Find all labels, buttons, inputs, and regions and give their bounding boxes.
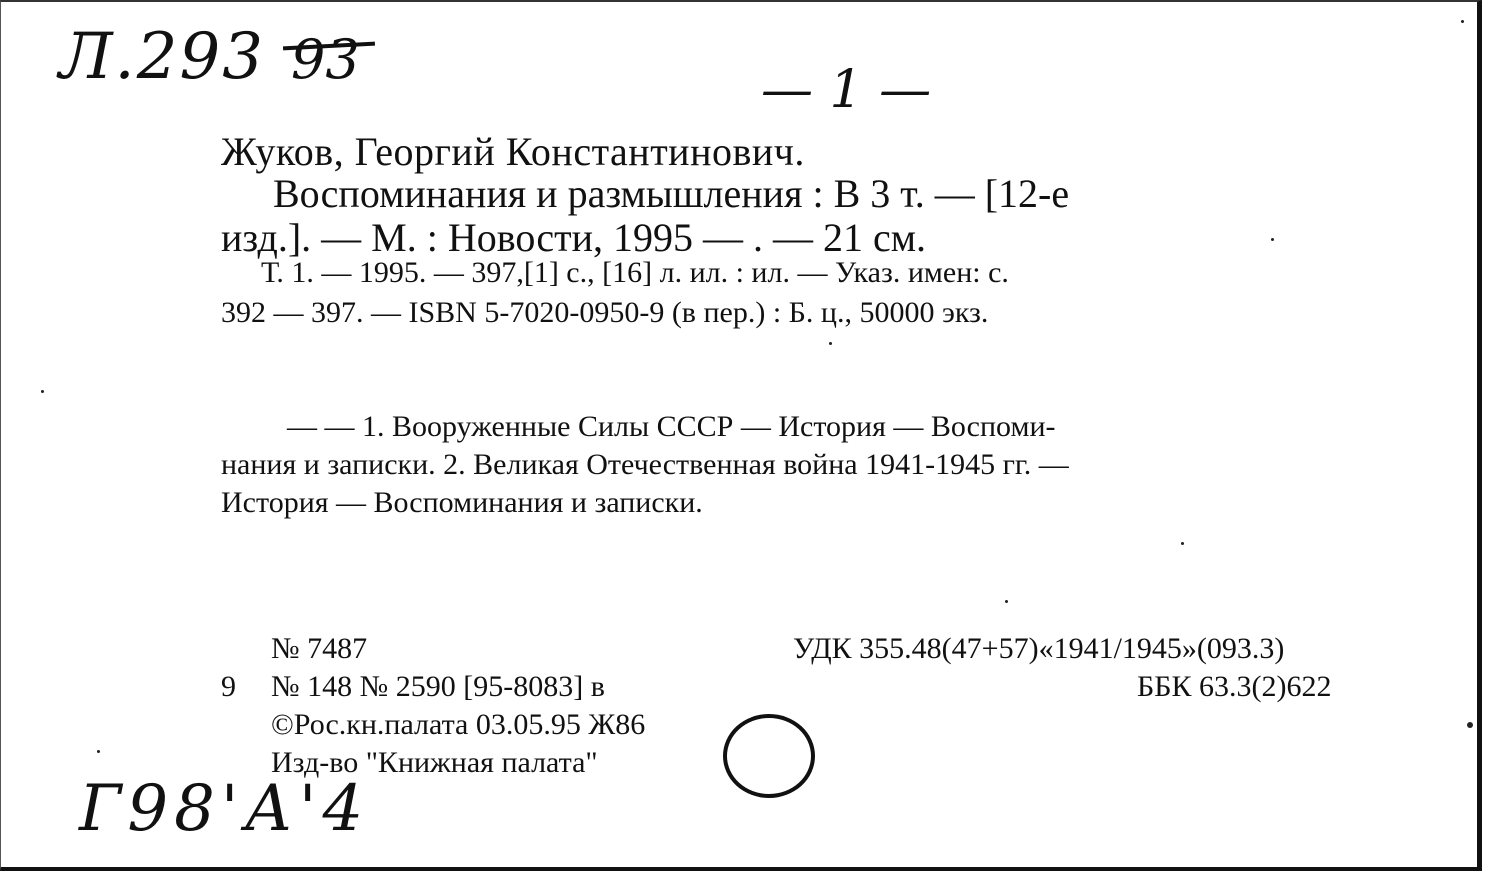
- handwritten-call-number-suffix: 93: [291, 28, 360, 91]
- hole-circle-mark: [723, 714, 815, 798]
- subject-line-2: нания и записки. 2. Великая Отечественная война 1941-1945 гг. —: [221, 448, 1069, 481]
- scan-speck: [1271, 238, 1274, 241]
- scan-speck: [1181, 542, 1184, 545]
- card-digit: 9: [221, 670, 236, 703]
- record-title-line-1: Воспоминания и размышления : В 3 т. — [12-е: [273, 171, 1070, 216]
- scan-speck: [829, 342, 832, 345]
- handwritten-shelf-mark: Г98'А'4: [79, 772, 370, 846]
- record-volume-line-2: 392 — 397. — ISBN 5-7020-0950-9 (в пер.) : Б. ц., 50000 экз.: [221, 296, 989, 329]
- scan-speck: [1005, 600, 1008, 603]
- record-author: Жуков, Георгий Константинович.: [221, 129, 805, 174]
- bbk-classification: ББК 63.3(2)622: [1137, 670, 1332, 703]
- copyright-line: ©Рос.кн.палата 03.05.95 Ж86: [271, 708, 646, 741]
- record-title-line-2: изд.]. — М. : Новости, 1995 — . — 21 см.: [221, 215, 927, 260]
- handwritten-call-number: Л.293: [59, 20, 265, 94]
- scan-speck: [97, 750, 100, 753]
- udk-classification: УДК 355.48(47+57)«1941/1945»(093.3): [793, 632, 1285, 665]
- scan-speck: [41, 390, 44, 393]
- order-line: № 148 № 2590 [95-8083] в: [271, 670, 605, 703]
- subject-line-1: — — 1. Вооруженные Силы СССР — История — Воспоми-: [287, 410, 1056, 443]
- handwritten-sheet-number: — 1 —: [761, 60, 932, 120]
- scan-speck: [1461, 20, 1464, 23]
- subject-line-3: История — Воспоминания и записки.: [221, 486, 703, 519]
- record-volume-line-1: Т. 1. — 1995. — 397,[1] с., [16] л. ил. : ил. — Указ. имен: с.: [261, 256, 1009, 289]
- book-number: № 7487: [271, 632, 368, 665]
- publisher-line: Изд-во "Книжная палата": [271, 746, 598, 779]
- scan-speck: [1467, 722, 1473, 728]
